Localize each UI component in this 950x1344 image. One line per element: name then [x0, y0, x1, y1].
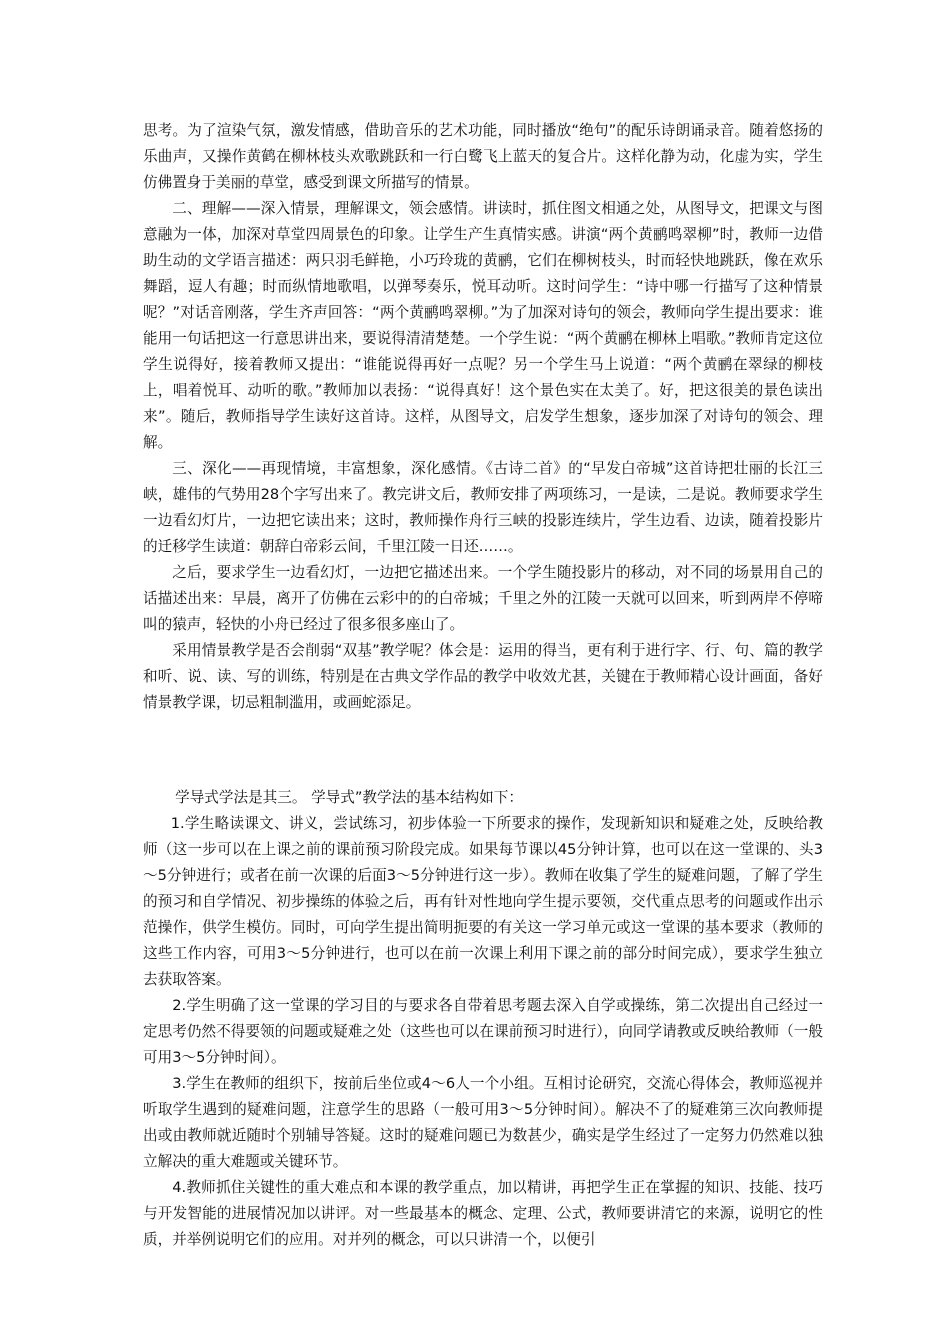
- paragraph-description-exercise: 之后，要求学生一边看幻灯，一边把它描述出来。一个学生随投影片的移动，对不同的场景用自己的话描述出来：早晨，离开了仿佛在云彩中的的白帝城；千里之外的江陵一天就可以回来，听到两岸不停啼叫的猿声，轻快的小舟已经过了很多很多座山了。: [143, 564, 823, 633]
- list-item-step-3: 3.学生在教师的组织下，按前后坐位或4～6人一个小组。互相讨论研究，交流心得体会，教师巡视并听取学生遇到的疑难问题，注意学生的思路（一般可用3～5分钟时间）。解决不了的疑难第三次向教师提出或由教师就近随时个别辅导答疑。这时的疑难问题已为数甚少，确实是学生经过了一定努力仍然难以独立解决的重大难题或关键环节。: [143, 1075, 823, 1170]
- list-item-step-1: 1.学生略读课文、讲义，尝试练习，初步体验一下所要求的操作，发现新知识和疑难之处，反映给教师（这一步可以在上课之前的课前预习阶段完成。如果每节课以45分钟计算，也可以在这一堂课的、头3～5分钟进行；或者在前一次课的后面3～5分钟进行这一步）。教师在收集了学生的疑难问题，了解了学生的预习和自学情况、初步操练的体验之后，再有针对性地向学生提示要领，交代重点思考的问题或作出示范操作，供学生模仿。同时，可向学生提出简明扼要的有关这一学习单元或这一堂课的基本要求（教师的这些工作内容，可用3～5分钟进行，也可以在前一次课上利用下课之前的部分时间完成），要求学生独立去获取答案。: [143, 815, 823, 988]
- section-spacer: [143, 716, 823, 785]
- document-page: [143, 118, 823, 1253]
- list-item-step-2: 2.学生明确了这一堂课的学习目的与要求各自带着思考题去深入自学或操练，第二次提出自己经过一定思考仍然不得要领的问题或疑难之处（这些也可以在课前预习时进行），向同学请教或反映给教师（一般可用3～5分钟时间）。: [143, 997, 823, 1066]
- paragraph-conclusion: 采用情景教学是否会削弱“双基”教学呢？体会是：运用的得当，更有利于进行字、行、句、篇的教学和听、说、读、写的训练，特别是在古典文学作品的教学中收效尤甚，关键在于教师精心设计画面，备好情景教学课，切忌粗制滥用，或画蛇添足。: [143, 642, 823, 711]
- paragraph-deepening: 三、深化——再现情境，丰富想象，深化感情。《古诗二首》的“早发白帝城”这首诗把壮丽的长江三峡，雄伟的气势用28个字写出来了。教完讲文后，教师安排了两项练习，一是读，二是说。教师要求学生一边看幻灯片，一边把它读出来；这时，教师操作舟行三峡的投影连续片，学生边看、边读，随着投影片的迁移学生读道：朝辞白帝彩云间，千里江陵一日还……。: [143, 460, 823, 555]
- paragraph-understanding: 二、理解——深入情景，理解课文，领会感情。讲读时，抓住图文相通之处，从图导文，把课文与图意融为一体，加深对草堂四周景色的印象。让学生产生真情实感。讲演“两个黄鹂鸣翠柳”时，教师一边借助生动的文学语言描述：两只羽毛鲜艳，小巧玲珑的黄鹂，它们在柳树枝头，时而轻快地跳跃，像在欢乐舞蹈，逗人有趣；时而纵情地歌唱，以弹琴奏乐，悦耳动听。这时问学生：“诗中哪一行描写了这种情景呢？”对话音刚落，学生齐声回答：“两个黄鹂鸣翠柳。”为了加深对诗句的领会，教师向学生提出要求：谁能用一句话把这一行意思讲出来，要说得清清楚楚。一个学生说：“两个黄鹂在柳林上唱歌。”教师肯定这位学生说得好，接着教师又提出：“谁能说得再好一点呢？另一个学生马上说道：“两个黄鹂在翠绿的柳枝上，唱着悦耳、动听的歌。”教师加以表扬：“说得真好！这个景色实在太美了。好，把这很美的景色读出来”。随后，教师指导学生读好这首诗。这样，从图导文，启发学生想象，逐步加深了对诗句的领会、理解。: [143, 200, 823, 451]
- paragraph-intro-continuation: 思考。为了渲染气氛，激发情感，借助音乐的艺术功能，同时播放“绝句”的配乐诗朗诵录音。随着悠扬的乐曲声，又操作黄鹤在柳林枝头欢歌跳跃和一行白鹭飞上蓝天的复合片。这样化静为动，化虚为实，学生仿佛置身于美丽的草堂，感受到课文所描写的情景。: [143, 122, 823, 191]
- list-item-step-4: 4.教师抓住关键性的重大难点和本课的教学重点，加以精讲，再把学生正在掌握的知识、技能、技巧与开发智能的进展情况加以讲评。对一些最基本的概念、定理、公式，教师要讲清它的来源，说明它的性质，并举例说明它们的应用。对并列的概念，可以只讲清一个，以便引: [143, 1179, 823, 1248]
- paragraph-guided-learning-title: 学导式学法是其三。 学导式”教学法的基本结构如下：: [175, 789, 523, 806]
